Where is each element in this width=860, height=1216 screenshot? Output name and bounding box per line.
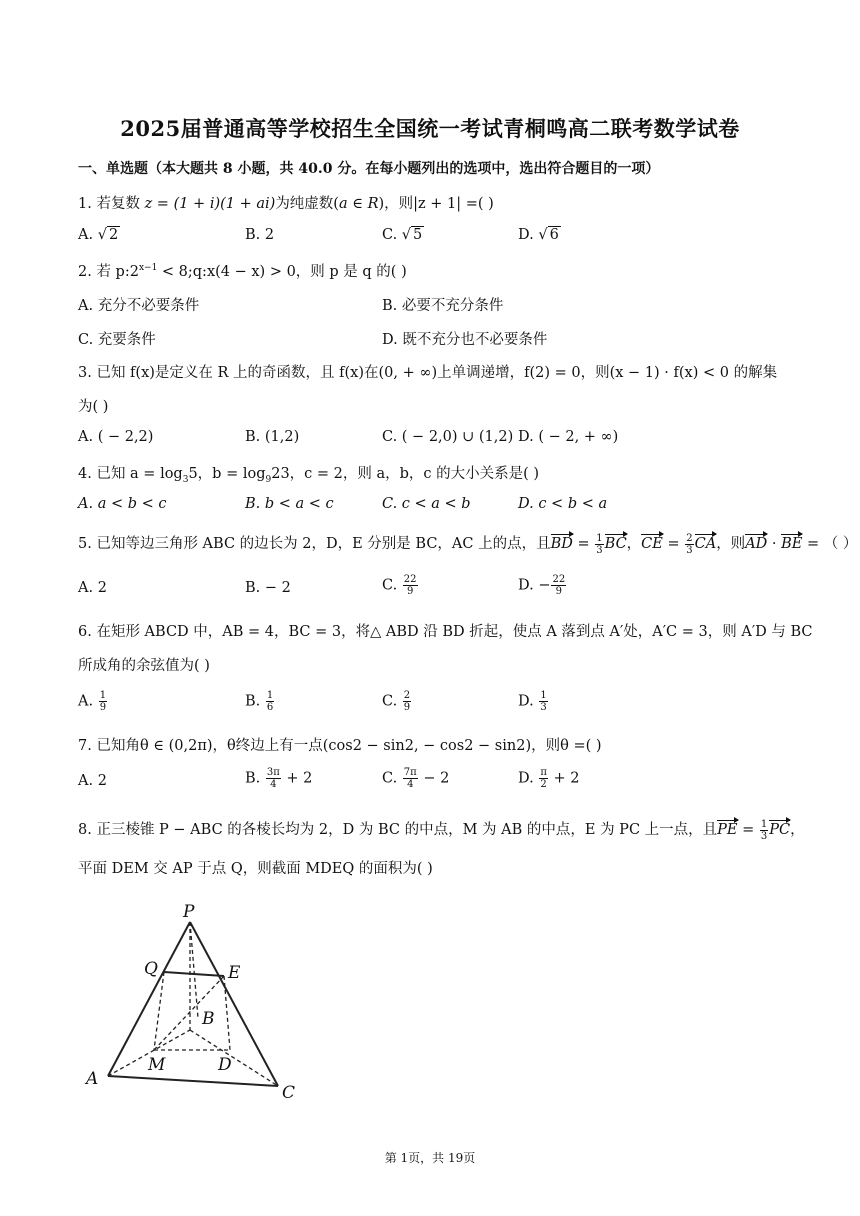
frac-den: 2 — [540, 779, 547, 790]
frac-num: 22 — [403, 574, 417, 585]
q8-frac — [760, 819, 768, 842]
q5-opt-d-label: D. − — [518, 577, 551, 594]
q5-frac-2 — [685, 533, 693, 556]
page-title: 2025届普通高等学校招生全国统一考试青桐鸣高二联考数学试卷 — [120, 116, 740, 141]
q7-option-d[interactable] — [518, 767, 580, 790]
q8-eq: = — [737, 822, 759, 838]
q5-eq: = — [662, 536, 685, 552]
question-3-line-1: 3. 已知 f(x)是定义在 R 上的奇函数，且 f(x)在(0, + ∞)上单调递增，f(2) = 0，则(x − 1) · f(x) < 0 的解集 — [78, 365, 778, 381]
label-c: C — [282, 1083, 296, 1103]
q5-option-a[interactable]: A. 2 — [78, 580, 107, 596]
q2-text-a: 2. 若 p:2 — [78, 264, 139, 280]
frac-num: 2 — [403, 690, 411, 701]
q5-option-b[interactable]: B. − 2 — [245, 580, 291, 596]
frac-den: 3 — [760, 830, 768, 842]
q6-opt-a-label: A. — [78, 693, 94, 710]
q7-opt-c-tail: − 2 — [418, 770, 450, 787]
label-a: A — [86, 1069, 99, 1089]
frac-den: 3 — [540, 702, 547, 713]
q8-end: ， — [790, 822, 805, 838]
q4-text-a: 4. 已知 a = log — [78, 466, 183, 482]
q5-opt-c-frac — [403, 574, 418, 597]
q6-option-a[interactable] — [78, 690, 108, 713]
question-8-line-1 — [78, 818, 805, 842]
q4-text-c: 23，c = 2，则 a，b，c 的大小关系是( ) — [271, 466, 540, 482]
q1-expr: z = (1 + i)(1 + ai) — [144, 196, 276, 212]
q4-option-b[interactable]: B. b < a < c — [245, 496, 334, 512]
q4-text-b: 5，b = log — [188, 466, 266, 482]
q5-opt-d-frac — [551, 574, 566, 597]
q2-option-d[interactable]: D. 既不充分也不必要条件 — [382, 332, 548, 348]
vector-ce: CE — [641, 536, 663, 552]
q4-option-d[interactable]: D. c < b < a — [518, 496, 608, 512]
q3-option-b[interactable]: B. (1,2) — [245, 429, 300, 445]
vector-pc: PC — [769, 822, 791, 838]
q4-base-1: 3 — [182, 474, 189, 485]
frac-den: 4 — [270, 779, 277, 790]
q1-option-b[interactable]: B. 2 — [245, 227, 275, 243]
q5-text-a: 5. 已知等边三角形 ABC 的边长为 2，D，E 分别是 BC，AC 上的点，且 — [78, 536, 551, 552]
frac-num: 3π — [266, 767, 280, 778]
edge-bc — [190, 1030, 278, 1086]
vector-be: BE — [781, 536, 803, 552]
q5-eq: = — [572, 536, 595, 552]
q1-opt-d-radicand: 6 — [549, 227, 559, 243]
frac-den: 6 — [266, 702, 274, 713]
frac-num: 2 — [686, 532, 693, 544]
q5-opt-c-label: C. — [382, 577, 398, 594]
frac-num: 7π — [403, 767, 417, 778]
frac-den: 9 — [406, 586, 414, 597]
frac-num: π — [540, 767, 547, 778]
q1-tail: )，则|z + 1| =( ) — [378, 196, 494, 212]
label-q: Q — [144, 959, 158, 979]
question-5 — [78, 532, 857, 556]
q7-opt-d-frac — [539, 767, 548, 790]
question-8-line-2: 平面 DEM 交 AP 于点 Q，则截面 MDEQ 的面积为( ) — [78, 861, 433, 877]
q6-opt-d-frac — [539, 690, 547, 713]
q6-option-d[interactable] — [518, 690, 549, 713]
question-2 — [78, 260, 407, 281]
q7-opt-b-frac — [266, 767, 281, 790]
q1-option-d[interactable]: D. √ 6 — [518, 227, 559, 243]
q6-opt-d-label: D. — [518, 693, 534, 710]
question-1 — [78, 192, 494, 213]
section-heading: 一、单选题（本大题共 8 小题，共 40.0 分。在每小题列出的选项中，选出符合题目的一项） — [78, 161, 660, 177]
pyramid-figure — [78, 900, 318, 1110]
frac-den: 9 — [99, 702, 107, 713]
q6-option-b[interactable] — [245, 690, 275, 713]
q7-opt-d-tail: + 2 — [548, 770, 580, 787]
frac-num: 1 — [760, 818, 768, 830]
q5-then: ，则 — [716, 536, 746, 552]
edge-pc — [190, 922, 278, 1086]
page-footer: 第 1页，共 19页 — [384, 1151, 476, 1165]
q7-option-a[interactable]: A. 2 — [78, 773, 107, 789]
q1-option-c[interactable]: C. √ 5 — [382, 227, 423, 243]
vector-pe: PE — [717, 822, 738, 838]
q1-option-a[interactable]: A. √ 2 — [78, 227, 119, 243]
frac-den: 9 — [555, 586, 563, 597]
q5-tail: = （ ） — [802, 536, 858, 552]
q6-opt-b-label: B. — [245, 693, 261, 710]
frac-den: 4 — [407, 779, 414, 790]
vector-ca: CA — [694, 536, 717, 552]
frac-num: 1 — [99, 690, 107, 701]
q4-base-2: 9 — [265, 474, 272, 485]
q7-opt-b-label: B. — [245, 770, 261, 787]
q3-option-d[interactable]: D. ( − 2, + ∞) — [518, 429, 619, 445]
edge-ac — [108, 1076, 278, 1086]
q2-option-b[interactable]: B. 必要不充分条件 — [382, 298, 504, 314]
vector-bd: BD — [550, 536, 573, 552]
label-m: M — [148, 1055, 166, 1075]
q6-opt-c-label: C. — [382, 693, 398, 710]
q4-option-c[interactable]: C. c < a < b — [382, 496, 471, 512]
q1-opt-a-label: A. — [78, 227, 94, 243]
vector-bc: BC — [604, 536, 627, 552]
q1-opt-d-label: D. — [518, 227, 534, 243]
q1-cond: a ∈ R — [338, 196, 379, 212]
question-6-line-1: 6. 在矩形 ABCD 中，AB = 4，BC = 3，将△ ABD 沿 BD 折起，使点 A 落到点 A′处，A′C = 3，则 A′D 与 BC — [78, 624, 813, 640]
q3-option-a[interactable]: A. ( − 2,2) — [78, 429, 154, 445]
edge-pa — [108, 922, 190, 1076]
q1-opt-a-radicand: 2 — [108, 227, 119, 243]
label-p: P — [183, 902, 195, 922]
q7-opt-c-frac — [403, 767, 418, 790]
q7-opt-b-tail: + 2 — [281, 770, 313, 787]
q3-option-c[interactable]: C. ( − 2,0) ∪ (1,2) — [382, 429, 514, 445]
label-e: E — [228, 963, 241, 983]
frac-num: 1 — [266, 690, 274, 701]
q6-opt-c-frac — [403, 690, 411, 713]
q2-option-a[interactable]: A. 充分不必要条件 — [78, 298, 200, 314]
q6-opt-b-frac — [266, 690, 274, 713]
q7-opt-c-label: C. — [382, 770, 398, 787]
q5-option-c[interactable] — [382, 574, 419, 597]
label-d: D — [218, 1055, 232, 1075]
q4-option-a[interactable]: A. a < b < c — [78, 496, 167, 512]
q1-mid: 为纯虚数( — [275, 196, 339, 212]
q6-option-c[interactable] — [382, 690, 412, 713]
frac-den: 3 — [686, 544, 693, 556]
q5-dot: · — [767, 536, 782, 552]
q7-option-b[interactable] — [245, 767, 312, 790]
frac-den: 3 — [596, 544, 603, 556]
question-3-line-2: 为( ) — [78, 399, 109, 415]
frac-num: 1 — [540, 690, 547, 701]
q1-opt-c-radicand: 5 — [413, 227, 423, 243]
q7-option-c[interactable] — [382, 767, 449, 790]
q5-comma: ， — [626, 536, 642, 552]
q7-opt-d-label: D. — [518, 770, 534, 787]
label-b: B — [202, 1009, 215, 1029]
segment-qm — [154, 972, 164, 1050]
q1-opt-c-label: C. — [382, 227, 398, 243]
q2-option-c[interactable]: C. 充要条件 — [78, 332, 156, 348]
frac-num: 22 — [552, 574, 566, 585]
frac-den: 9 — [403, 702, 411, 713]
q2-text-b: < 8;q:x(4 − x) > 0，则 p 是 q 的( ) — [157, 264, 407, 280]
q2-exponent: x−1 — [138, 263, 158, 274]
question-6-line-2: 所成角的余弦值为( ) — [78, 658, 210, 674]
q8-text-a: 8. 正三棱锥 P − ABC 的各棱长均为 2，D 为 BC 的中点，M 为 AB 的中点，E 为 PC 上一点，且 — [78, 822, 718, 838]
q5-frac-1 — [595, 533, 603, 556]
question-4 — [78, 462, 539, 485]
q1-num: 1. 若复数 — [78, 196, 145, 212]
vector-ad: AD — [745, 536, 768, 552]
q5-option-d[interactable] — [518, 574, 567, 597]
q6-opt-a-frac — [99, 690, 107, 713]
frac-num: 1 — [596, 532, 603, 544]
question-7: 7. 已知角θ ∈ (0,2π)，θ终边上有一点(cos2 − sin2, − cos2 − sin2)，则θ =( ) — [78, 738, 602, 754]
